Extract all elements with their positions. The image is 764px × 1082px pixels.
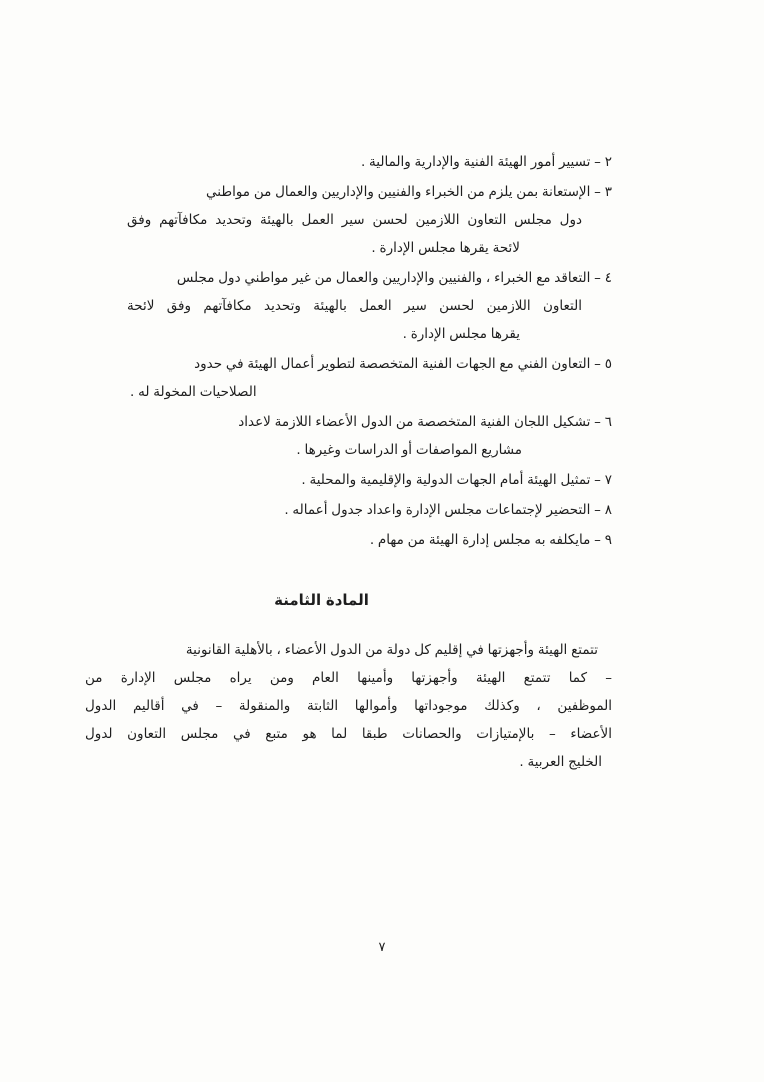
clause-item <box>85 466 612 494</box>
clause-text: مايكلفه به مجلس إدارة الهيئة من مهام . <box>369 532 591 548</box>
clause-first-line <box>85 496 612 524</box>
clause-continuation-line: يقرها مجلس الإدارة . <box>402 326 520 342</box>
clause-first-line <box>85 408 612 436</box>
page-number: ٧ <box>378 940 386 955</box>
clause-first-line <box>85 466 612 494</box>
clause-first-line <box>85 178 612 206</box>
paragraph-line: تتمتع الهيئة وأجهزتها في إقليم كل دولة من الدول الأعضاء ، بالأهلية القانونية <box>185 642 598 658</box>
clause-continuation-line: الصلاحيات المخولة له . <box>130 384 257 400</box>
clause-number: ٦ – <box>590 414 612 430</box>
clause-text: التعاقد مع الخبراء ، والفنيين والإداريين والعمال من غير مواطني دول مجلس <box>176 270 591 286</box>
paragraph-line: الأعضاء – بالإمتيازات والحصانات طبقا لما هو متبع في مجلس التعاون لدول <box>85 726 612 742</box>
clause-first-line <box>85 350 612 378</box>
clause-number: ٨ – <box>590 502 612 518</box>
paragraph-line: الموظفين ، وكذلك موجوداتها وأموالها الثابتة والمنقولة – في أقاليم الدول <box>85 698 612 714</box>
clause-item <box>85 178 612 262</box>
clause-continuation-line: دول مجلس التعاون اللازمين لحسن سير العمل بالهيئة وتحديد مكافآتهم وفق <box>127 212 582 228</box>
clause-text: تمثيل الهيئة أمام الجهات الدولية والإقليمية والمحلية . <box>301 472 591 488</box>
clause-list <box>85 148 612 554</box>
clause-number: ٤ – <box>590 270 612 286</box>
clause-number: ٧ – <box>590 472 612 488</box>
clause-continuation-line: مشاريع المواصفات أو الدراسات وغيرها . <box>296 442 522 458</box>
clause-number: ٥ – <box>590 356 612 372</box>
clause-first-line <box>85 148 612 176</box>
clause-first-line <box>85 526 612 554</box>
paragraph-line: الخليج العربية . <box>519 754 602 770</box>
clause-text: تسيير أمور الهيئة الفنية والإدارية والمالية . <box>360 154 591 170</box>
clause-continuation-line: لائحة يقرها مجلس الإدارة . <box>371 240 520 256</box>
clause-item <box>85 264 612 348</box>
clause-item <box>85 408 612 464</box>
clause-item <box>85 350 612 406</box>
paragraph-line: – كما تتمتع الهيئة وأجهزتها وأمينها العام ومن يراه مجلس الإدارة من <box>85 670 612 686</box>
article-body <box>85 636 612 776</box>
clause-text: الإستعانة بمن يلزم من الخبراء والفنيين والإداريين والعمال من مواطني <box>206 184 591 200</box>
clause-item <box>85 148 612 176</box>
clause-text: تشكيل اللجان الفنية المتخصصة من الدول الأعضاء اللازمة لاعداد <box>238 414 591 430</box>
clause-item <box>85 496 612 524</box>
clause-continuation-line: التعاون اللازمين لحسن سير العمل بالهيئة وتحديد مكافآتهم وفق لائحة <box>127 298 582 314</box>
clause-text: التحضير لإجتماعات مجلس الإدارة واعداد جدول أعماله . <box>284 502 591 518</box>
article-heading: المادة الثامنة <box>274 591 369 609</box>
clause-first-line <box>85 264 612 292</box>
clause-text: التعاون الفني مع الجهات الفنية المتخصصة لتطوير أعمال الهيئة في حدود <box>194 356 591 372</box>
clause-item <box>85 526 612 554</box>
clause-number: ٩ – <box>590 532 612 548</box>
clause-number: ٢ – <box>590 154 612 170</box>
clause-number: ٣ – <box>590 184 612 200</box>
